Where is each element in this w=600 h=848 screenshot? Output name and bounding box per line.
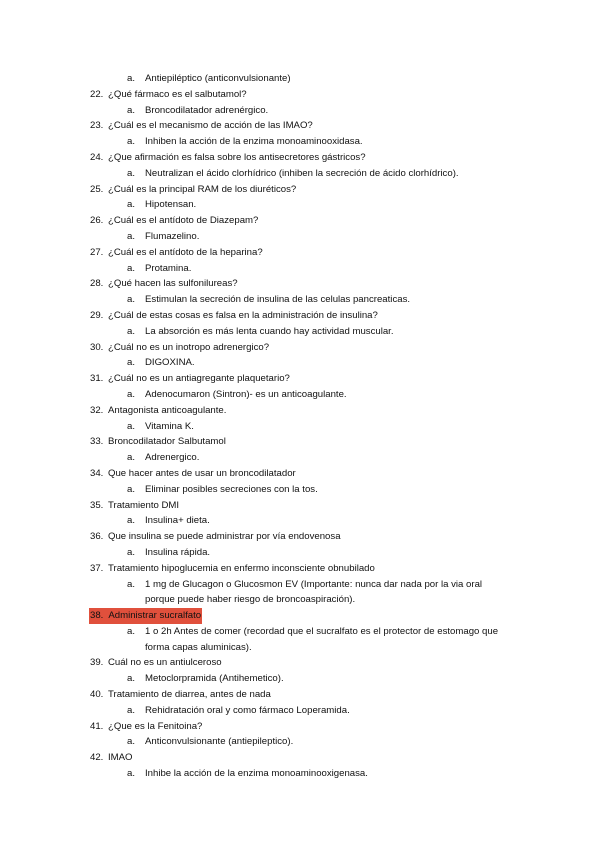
answer-text: Estimulan la secreción de insulina de las celulas pancreaticas. (145, 294, 411, 306)
answer-letter: a. (127, 768, 136, 780)
answer-letter: a. (127, 673, 136, 685)
question-text: Tratamiento hipoglucemia en enfermo inconsciente obnubilado (108, 562, 375, 574)
question-text: ¿Cuál no es un inotropo adrenergico? (108, 341, 270, 353)
answer-letter: a. (127, 483, 136, 495)
question-text: Antagonista anticoagulante. (108, 404, 227, 416)
question-text: ¿Cuál de estas cosas es falsa en la administración de insulina? (108, 309, 378, 321)
question-text: Tratamiento de diarrea, antes de nada (108, 689, 271, 701)
answer-item (0, 229, 600, 245)
question-item (0, 466, 600, 482)
question-text: Administrar sucralfato (108, 610, 202, 622)
answer-continuation (0, 592, 600, 608)
answer-text: Vitamina K. (145, 420, 194, 432)
answer-text: Insulina+ dieta. (145, 515, 210, 527)
question-text: ¿Cuál es el antídoto de la heparina? (108, 246, 263, 258)
answer-item (0, 545, 600, 561)
question-text: ¿Qué hacen las sulfonilureas? (108, 278, 238, 290)
answer-letter: a. (127, 578, 136, 590)
answer-letter: a. (127, 704, 136, 716)
question-text: IMAO (108, 752, 133, 764)
question-number: 35. (90, 499, 104, 511)
question-item (0, 276, 600, 292)
answer-text: Broncodilatador adrenérgico. (145, 104, 269, 116)
answer-text: porque puede haber riesgo de broncoaspiración). (145, 594, 356, 606)
question-number: 25. (90, 183, 104, 195)
question-number: 23. (90, 120, 104, 132)
question-item (0, 213, 600, 229)
question-item (0, 529, 600, 545)
question-text: Broncodilatador Salbutamol (108, 436, 226, 448)
question-item (0, 371, 600, 387)
answer-letter: a. (127, 230, 136, 242)
question-text: ¿Que afirmación es falsa sobre los antisecretores gástricos? (108, 151, 366, 163)
answer-item (0, 671, 600, 687)
question-number: 33. (90, 436, 104, 448)
question-number: 22. (90, 88, 104, 100)
question-number: 30. (90, 341, 104, 353)
answer-letter: a. (127, 262, 136, 274)
question-text: ¿Cuál es el mecanismo de acción de las IMAO? (108, 120, 313, 132)
answer-item (0, 261, 600, 277)
answer-item (0, 387, 600, 403)
answer-letter: a. (127, 73, 136, 84)
answer-item (0, 324, 600, 340)
question-text: Que insulina se puede administrar por vía endovenosa (108, 531, 341, 543)
question-item (0, 340, 600, 356)
answer-item (0, 513, 600, 529)
answer-letter: a. (127, 452, 136, 464)
answer-text: Inhiben la acción de la enzima monoaminooxidasa. (145, 136, 363, 148)
question-text: ¿Cuál es la principal RAM de los diuréticos? (108, 183, 297, 195)
answer-text: forma capas aluminicas). (145, 641, 252, 653)
answer-text: Antiepiléptico (anticonvulsionante) (145, 73, 291, 84)
answer-text: Insulina rápida. (145, 546, 211, 558)
answer-item (0, 166, 600, 182)
highlighted-question (89, 608, 202, 624)
answer-letter: a. (127, 546, 136, 558)
answer-letter: a. (127, 388, 136, 400)
question-item (0, 308, 600, 324)
question-number: 38. (90, 610, 104, 622)
answer-text: DIGOXINA. (145, 357, 195, 369)
answer-letter: a. (127, 136, 136, 148)
question-item (0, 687, 600, 703)
answer-letter: a. (127, 625, 136, 637)
question-number: 28. (90, 278, 104, 290)
answer-letter: a. (127, 294, 136, 306)
question-number: 34. (90, 467, 104, 479)
answer-text: Hipotensan. (145, 199, 197, 211)
question-number: 29. (90, 309, 104, 321)
question-number: 41. (90, 720, 104, 732)
answer-letter: a. (127, 420, 136, 432)
answer-text: La absorción es más lenta cuando hay actividad muscular. (145, 325, 394, 337)
answer-letter: a. (127, 515, 136, 527)
answer-item (0, 766, 600, 782)
question-text: Tratamiento DMI (108, 499, 180, 511)
answer-item (0, 103, 600, 119)
question-item (0, 561, 600, 577)
question-item (0, 403, 600, 419)
question-text: Que hacer antes de usar un broncodilatador (108, 467, 296, 479)
question-number: 32. (90, 404, 104, 416)
answer-item (0, 71, 600, 87)
answer-letter: a. (127, 736, 136, 748)
question-number: 26. (90, 215, 104, 227)
question-item (0, 608, 600, 624)
question-number: 39. (90, 657, 104, 669)
answer-text: Inhibe la acción de la enzima monoaminooxigenasa. (145, 768, 368, 780)
answer-item (0, 450, 600, 466)
answer-letter: a. (127, 167, 136, 179)
answer-item (0, 419, 600, 435)
question-text: ¿Qué fármaco es el salbutamol? (108, 88, 247, 100)
question-number: 24. (90, 151, 104, 163)
question-item (0, 498, 600, 514)
answer-text: Anticonvulsionante (antiepileptico). (145, 736, 294, 748)
question-number: 37. (90, 562, 104, 574)
question-item (0, 182, 600, 198)
answer-text: Rehidratación oral y como fármaco Loperamida. (145, 704, 350, 716)
question-number: 36. (90, 531, 104, 543)
answer-item (0, 482, 600, 498)
question-text: ¿Cuál no es un antiagregante plaquetario? (108, 373, 290, 385)
answer-item (0, 577, 600, 593)
question-text: Cuál no es un antiulceroso (108, 657, 222, 669)
answer-text: Adrenergico. (145, 452, 200, 464)
answer-item (0, 624, 600, 640)
question-item (0, 655, 600, 671)
question-number: 40. (90, 689, 104, 701)
answer-letter: a. (127, 104, 136, 116)
answer-text: Metoclorpramida (Antihemetico). (145, 673, 284, 685)
question-item (0, 245, 600, 261)
answer-letter: a. (127, 325, 136, 337)
question-item (0, 434, 600, 450)
answer-text: 1 o 2h Antes de comer (recordad que el sucralfato es el protector de estomago que (145, 625, 499, 637)
answer-item (0, 355, 600, 371)
answer-letter: a. (127, 357, 136, 369)
answer-item (0, 703, 600, 719)
answer-text: 1 mg de Glucagon o Glucosmon EV (Importante: nunca dar nada por la via oral (145, 578, 483, 590)
answer-text: Neutralizan el ácido clorhídrico (inhiben la secreción de ácido clorhídrico). (145, 167, 459, 179)
answer-text: Adenocumaron (Sintron)- es un anticoagulante. (145, 388, 347, 400)
answer-item (0, 134, 600, 150)
question-text: ¿Que es la Fenitoina? (108, 720, 203, 732)
answer-text: Eliminar posibles secreciones con la tos. (145, 483, 318, 495)
question-item (0, 750, 600, 766)
answer-item (0, 734, 600, 750)
question-item (0, 719, 600, 735)
answer-text: Protamina. (145, 262, 192, 274)
answer-continuation (0, 640, 600, 656)
question-number: 42. (90, 752, 104, 764)
answer-item (0, 292, 600, 308)
answer-text: Flumazelino. (145, 230, 200, 242)
question-item (0, 87, 600, 103)
question-list (0, 71, 600, 782)
question-text: ¿Cuál es el antídoto de Diazepam? (108, 215, 259, 227)
answer-item (0, 197, 600, 213)
question-number: 31. (90, 373, 104, 385)
question-item (0, 118, 600, 134)
question-number: 27. (90, 246, 104, 258)
answer-letter: a. (127, 199, 136, 211)
question-item (0, 150, 600, 166)
